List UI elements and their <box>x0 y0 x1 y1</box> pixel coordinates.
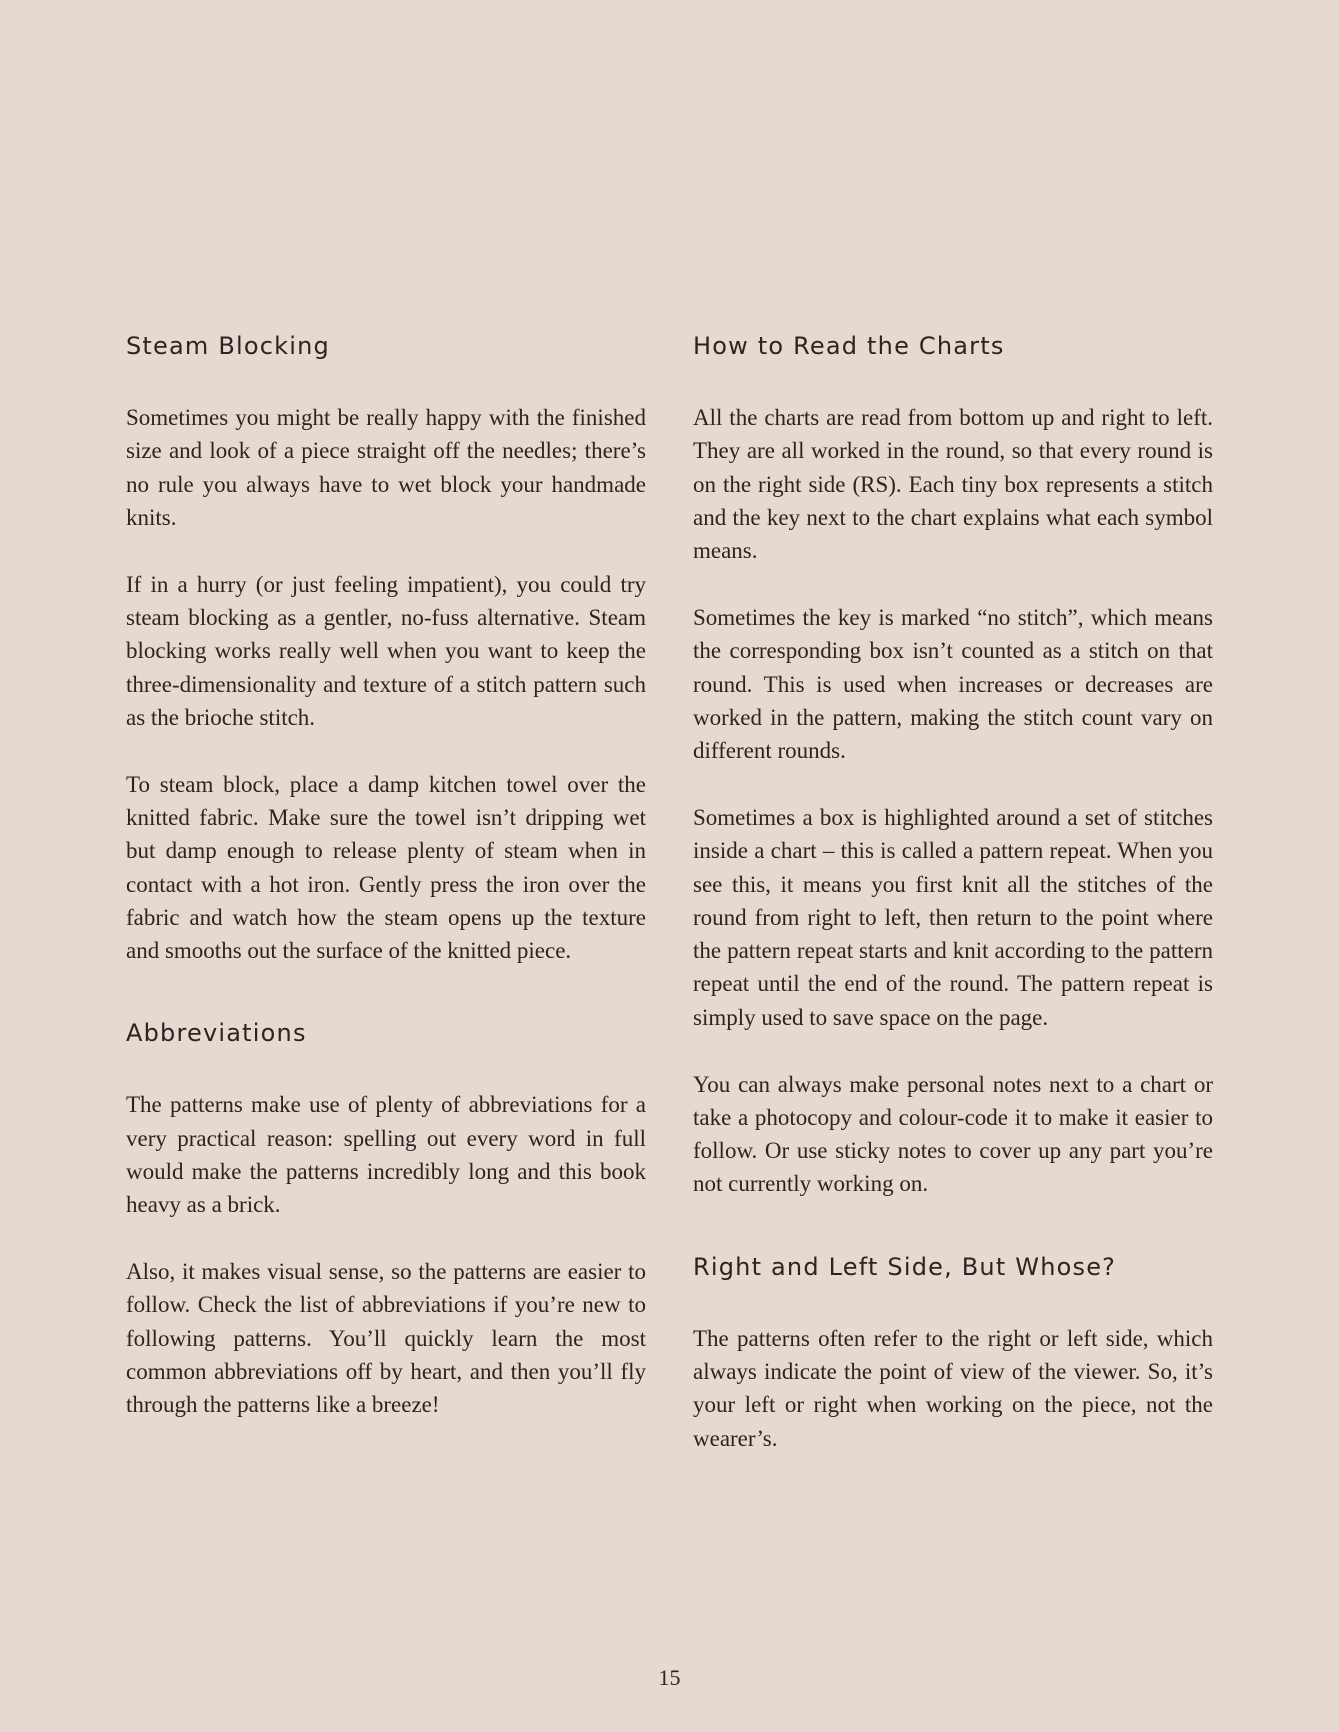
paragraph: Sometimes you might be really happy with the finished size and look of a piece straight off the needles; there’s no rule you always have to wet block your handmade knits. <box>126 405 646 530</box>
section-abbreviations <box>126 1012 646 1421</box>
paragraph: You can always make personal notes next to a chart or take a photocopy and colour-code it to make it easier to follow. Or use sticky notes to cover up any part you’re not currently working on. <box>693 1071 1213 1197</box>
paragraph: The patterns make use of plenty of abbreviations for a very practical reason: spelling out every word in full would make the patterns incredibly long and this book heavy as a brick. <box>126 1092 646 1218</box>
right-column <box>693 325 1213 1488</box>
paragraph: The patterns often refer to the right or left side, which always indicate the point of view of the viewer. So, it’s your left or right when working on the piece, not the wearer’s. <box>693 1325 1213 1451</box>
left-column <box>126 325 646 1455</box>
page-number: 15 <box>658 1665 681 1690</box>
paragraph: If in a hurry (or just feeling impatient), you could try steam blocking as a gentler, no-fuss alternative. Steam blocking works really well when you want to keep the three-dimensionality and texture of a stitch pattern such as the brioche stitch. <box>126 571 646 730</box>
paragraph: Sometimes the key is marked “no stitch”, which means the corresponding box isn’t counted as a stitch on that round. This is used when increases or decreases are worked in the pattern, making the stitch count vary on different rounds. <box>693 604 1213 764</box>
section-heading: Abbreviations <box>126 1019 307 1048</box>
paragraph: Sometimes a box is highlighted around a set of stitches inside a chart – this is called a pattern repeat. When you see this, it means you first knit all the stitches of the round from right to left, then return to the point where the pattern repeat starts and knit according to the pattern repeat until the end of the round. The pattern repeat is simply used to save space on the page. <box>693 804 1213 1030</box>
paragraph: Also, it makes visual sense, so the patterns are easier to follow. Check the list of abbreviations if you’re new to following patterns. You’ll quickly learn the most common abbreviations off by heart, and then you’ll fly through the patterns like a breeze! <box>126 1259 646 1418</box>
section-steam-blocking <box>126 325 646 967</box>
section-right-left-side <box>693 1246 1213 1455</box>
section-heading: How to Read the Charts <box>693 332 1005 360</box>
section-read-charts <box>693 325 1213 1201</box>
section-heading: Right and Left Side, But Whose? <box>693 1252 1117 1281</box>
paragraph: All the charts are read from bottom up and right to left. They are all worked in the round, so that every round is on the right side (RS). Each tiny box represents a stitch and the key next to the chart explains what each symbol means. <box>693 405 1213 564</box>
section-heading: Steam Blocking <box>126 332 330 360</box>
paragraph: To steam block, place a damp kitchen towel over the knitted fabric. Make sure the towel isn’t dripping wet but damp enough to release plenty of steam when in contact with a hot iron. Gently press the iron over the fabric and watch how the steam opens up the texture and smooths out the surface of the knitted piece. <box>126 771 646 964</box>
